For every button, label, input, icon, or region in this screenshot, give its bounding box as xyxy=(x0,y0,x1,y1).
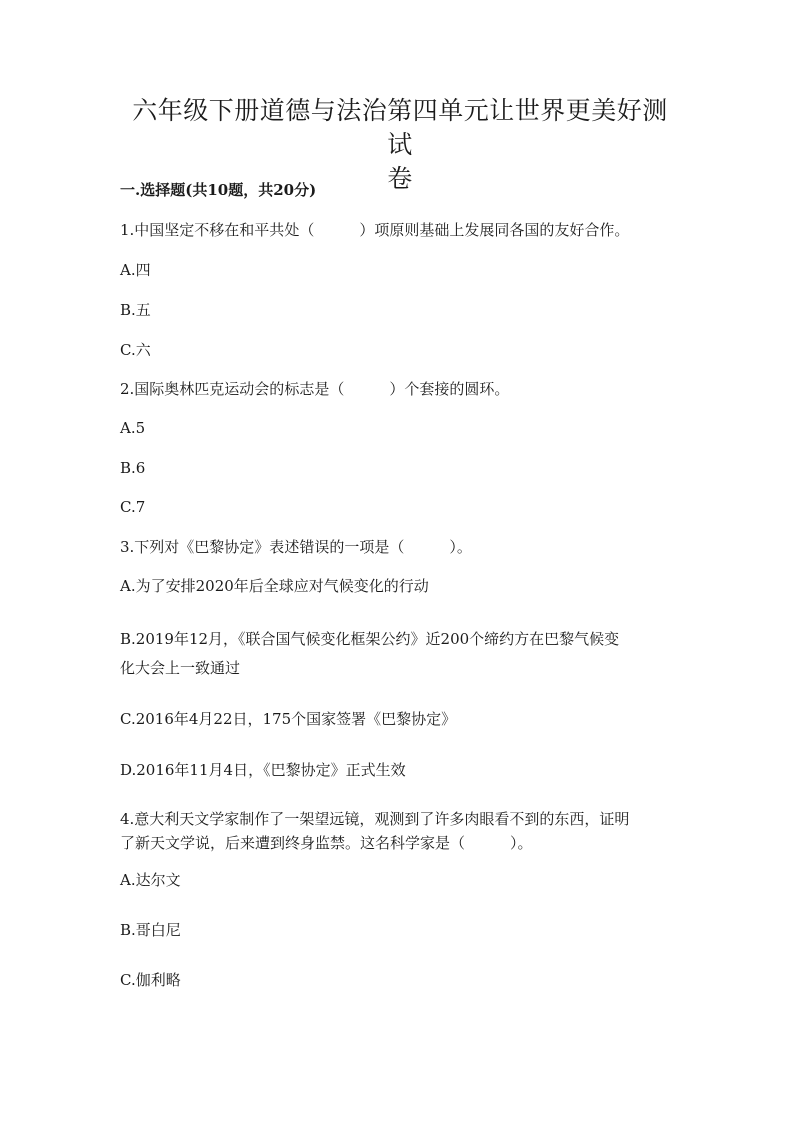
question-3-stem: 3.下列对《巴黎协定》表述错误的一项是（ ）。 xyxy=(120,538,472,556)
question-1-stem: 1.中国坚定不移在和平共处（ ）项原则基础上发展同各国的友好合作。 xyxy=(120,221,630,239)
question-3-option-b-line-1: B.2019年12月，《联合国气候变化框架公约》近200个缔约方在巴黎气候变 xyxy=(120,630,620,648)
question-2-stem: 2.国际奥林匹克运动会的标志是（ ）个套接的圆环。 xyxy=(120,380,510,398)
question-3-option-b-line-2: 化大会上一致通过 xyxy=(120,659,241,677)
question-1-option-a: A.四 xyxy=(120,261,151,279)
question-4-stem-line-2: 了新天文学说，后来遭到终身监禁。这名科学家是（ ）。 xyxy=(120,834,533,852)
question-1-option-b: B.五 xyxy=(120,301,151,319)
title-line-1: 六年级下册道德与法治第四单元让世界更美好测试 xyxy=(132,96,668,159)
question-4-stem-line-1: 4.意大利天文学家制作了一架望远镜，观测到了许多肉眼看不到的东西，证明 xyxy=(120,810,630,828)
title-line-2: 卷 xyxy=(387,164,413,193)
question-2-option-c: C.7 xyxy=(120,498,146,516)
question-3-option-c: C.2016年4月22日，175个国家签署《巴黎协定》 xyxy=(120,710,457,728)
question-4-option-c: C.伽利略 xyxy=(120,971,181,989)
question-4-option-a: A.达尔文 xyxy=(120,871,181,889)
question-1-option-c: C.六 xyxy=(120,341,151,359)
question-4-option-b: B.哥白尼 xyxy=(120,921,181,939)
question-3-option-d: D.2016年11月4日，《巴黎协定》正式生效 xyxy=(120,761,406,779)
section-heading: 一.选择题(共10题，共20分) xyxy=(120,181,317,199)
question-3-option-a: A.为了安排2020年后全球应对气候变化的行动 xyxy=(120,577,429,595)
question-2-option-a: A.5 xyxy=(120,419,146,437)
question-2-option-b: B.6 xyxy=(120,459,146,477)
